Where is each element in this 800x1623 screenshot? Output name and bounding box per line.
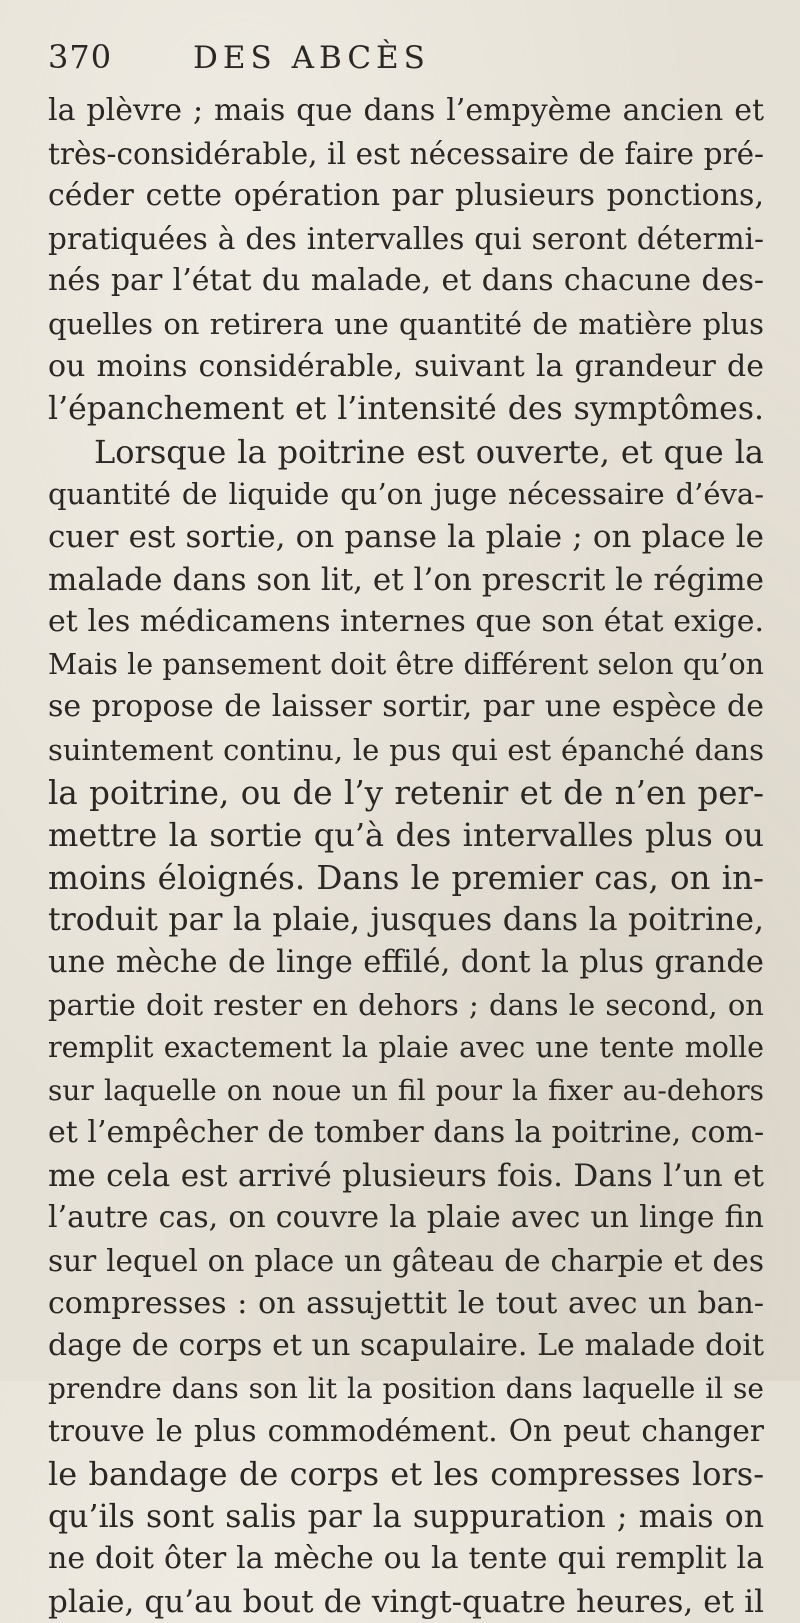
text-line: mettre la sortie qu’à des intervalles plus ou (48, 816, 764, 855)
text-line: la plèvre ; mais que dans l’empyème ancien et (48, 93, 764, 128)
text-line: suintement continu, le pus qui est épanché dans (48, 732, 764, 767)
text-line: et l’empêcher de tomber dans la poitrine, com- (48, 1115, 764, 1151)
text-line: une mèche de linge effilé, dont la plus grande (48, 944, 764, 980)
text-line: se propose de laisser sortir, par une espèce de (48, 689, 764, 725)
text-line: moins éloignés. Dans le premier cas, on in- (48, 858, 764, 897)
text-line: sur laquelle on noue un fil pour la fixer au-dehors (48, 1073, 764, 1107)
text-line: Lorsque la poitrine est ouverte, et que la (94, 432, 764, 471)
body-text (48, 90, 764, 1623)
text-line: partie doit rester en dehors ; dans le second, on (48, 988, 764, 1023)
text-line: plaie, qu’au bout de vingt-quatre heures, et il (48, 1583, 764, 1620)
text-line: l’épanchement et l’intensité des symptômes. (48, 391, 764, 428)
text-line: très-considérable, il est nécessaire de faire pré- (48, 136, 764, 171)
text-line: Mais le pansement doit être différent selon qu’on (48, 647, 764, 681)
text-line: la poitrine, ou de l’y retenir et de n’en per- (48, 773, 764, 812)
text-line: sur lequel on place un gâteau de charpie et des (48, 1244, 764, 1279)
text-line: compresses : on assujettit le tout avec un ban- (48, 1285, 764, 1321)
page-number: 370 (48, 38, 113, 76)
text-line: céder cette opération par plusieurs ponctions, (48, 178, 764, 214)
text-line: nés par l’état du malade, et dans chacune des- (48, 263, 764, 299)
text-line: me cela est arrivé plusieurs fois. Dans l’un et (48, 1157, 764, 1194)
text-line: ne doit ôter la mèche ou la tente qui remplit la (48, 1541, 764, 1577)
text-line: quelles on retirera une quantité de matière plus (48, 306, 764, 341)
text-line: et les médicamens internes que son état exige. (48, 604, 764, 640)
text-line: cuer est sortie, on panse la plaie ; on place le (48, 518, 764, 555)
text-line: dage de corps et un scapulaire. Le malade doit (48, 1328, 764, 1364)
running-title: DES ABCÈS (193, 40, 430, 76)
running-head (48, 38, 764, 84)
text-line: remplit exactement la plaie avec une tente molle (48, 1031, 764, 1065)
text-line: trouve le plus commodément. On peut changer (48, 1414, 764, 1449)
text-line: malade dans son lit, et l’on prescrit le régime (48, 561, 764, 598)
text-line: qu’ils sont salis par la suppuration ; mais on (48, 1498, 764, 1535)
text-line: ou moins considérable, suivant la grandeur de (48, 348, 764, 384)
text-line: troduit par la plaie, jusques dans la poitrine, (48, 902, 764, 939)
text-line: prendre dans son lit la position dans laquelle il se (48, 1371, 764, 1405)
text-line: l’autre cas, on couvre la plaie avec un linge fin (48, 1200, 764, 1236)
text-line: pratiquées à des intervalles qui seront détermi- (48, 221, 764, 256)
text-line: quantité de liquide qu’on juge nécessaire d’éva- (48, 477, 764, 512)
text-line: le bandage de corps et les compresses lors- (48, 1455, 764, 1493)
